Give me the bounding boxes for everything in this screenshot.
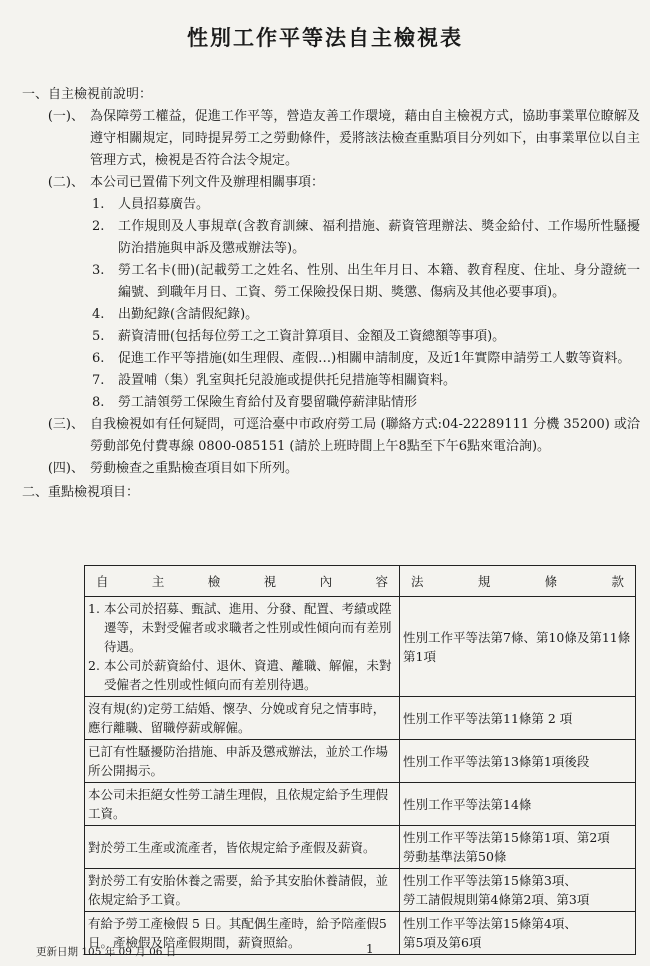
document-item-2 — [22, 216, 640, 260]
item-text: 工作規則及人事規章(含教育訓練、福利措施、薪資管理辦法、獎金給付、工作場所性騷擾防治措施與申訴及懲戒辦法等)。 — [118, 219, 640, 256]
item-text: 出勤紀錄(含請假紀錄)。 — [118, 307, 259, 322]
row-law: 性別工作平等法第13條第1項後段 — [400, 740, 636, 783]
table-row — [85, 869, 636, 912]
table-header-row — [85, 566, 636, 597]
row-content: 對於勞工生產或流產者，皆依規定給予產假及薪資。 — [85, 826, 400, 869]
row-law: 性別工作平等法第15條第3項、 勞工請假規則第4條第2項、第3項 — [400, 869, 636, 912]
instructions-section — [22, 84, 640, 504]
table-row — [85, 740, 636, 783]
document-item-4 — [22, 304, 640, 326]
header-content: 自 主 檢 視 內 容 — [85, 566, 400, 597]
sub-item-number: (一)、 — [47, 109, 84, 124]
item-number: 2. — [92, 219, 105, 234]
item-number: 4. — [92, 307, 105, 322]
update-date: 更新日期 105 年 09 月 06 日 — [36, 946, 177, 958]
item-text: 薪資清冊(包括每位勞工之工資計算項目、金額及工資總額等事項)。 — [118, 329, 506, 344]
table-row — [85, 697, 636, 740]
sub-item-4 — [22, 458, 640, 480]
row-content: 已訂有性騷擾防治措施、申訴及懲戒辦法，並於工作場所公開揭示。 — [85, 740, 400, 783]
row-content: 1. 本公司於招募、甄試、進用、分發、配置、考績或陞遷等，未對受僱者或求職者之性別或性傾向而有差別待遇。 2. 本公司於薪資給付、退休、資遣、離職、解僱，未對受僱者之性別或性傾向而有差別待遇。 — [85, 597, 400, 697]
item-number: 1. — [92, 197, 105, 212]
item-number: 5. — [92, 329, 105, 344]
document-item-8 — [22, 392, 640, 414]
sub-item-number: (四)、 — [47, 461, 84, 476]
sub-item-text: 本公司已置備下列文件及辦理相關事項： — [90, 175, 325, 190]
page-number: 1 — [366, 942, 374, 956]
sub-item-1 — [22, 106, 640, 172]
sub-item-text: 為保障勞工權益，促進工作平等，營造友善工作環境，藉由自主檢視方式，協助事業單位瞭解及遵守相關規定，同時提昇勞工之勞動條件，爰將該法檢查重點項目分列如下，由事業單位以自主管理方式，檢視是否符合法令規定。 — [90, 109, 640, 168]
item-text: 促進工作平等措施(如生理假、產假…)相關申請制度，及近1年實際申請勞工人數等資料。 — [118, 351, 631, 366]
section1-heading: 一、自主檢視前說明： — [22, 87, 153, 102]
item-text: 設置哺（集）乳室與托兒設施或提供托兒措施等相關資料。 — [118, 373, 457, 388]
header-law: 法 規 條 款 — [400, 566, 636, 597]
table-row — [85, 826, 636, 869]
sub-item-number: (二)、 — [47, 175, 84, 190]
document-item-1 — [22, 194, 640, 216]
document-item-7 — [22, 370, 640, 392]
sub-item-number: (三)、 — [47, 417, 84, 432]
checklist-table — [84, 565, 636, 955]
row-content: 本公司未拒絕女性勞工請生理假，且依規定給予生理假工資。 — [85, 783, 400, 826]
row-content: 沒有規(約)定勞工結婚、懷孕、分娩或育兒之情事時，應行離職、留職停薪或解僱。 — [85, 697, 400, 740]
table-row — [85, 783, 636, 826]
document-item-5 — [22, 326, 640, 348]
item-text: 勞工名卡(冊)(記載勞工之姓名、性別、出生年月日、本籍、教育程度、住址、身分證統一編號、到職年月日、工資、勞工保險投保日期、獎懲、傷病及其他必要事項)。 — [118, 263, 640, 300]
row-law: 性別工作平等法第15條第1項、第2項 勞動基準法第50條 — [400, 826, 636, 869]
item-number: 8. — [92, 395, 105, 410]
row-content: 有給予勞工產檢假 5 日。其配偶生產時，給予陪產假5 日。產檢假及陪產假期間，薪資照給。 — [85, 912, 400, 955]
document-item-6 — [22, 348, 640, 370]
row-law: 性別工作平等法第7條、第10條及第11條第1項 — [400, 597, 636, 697]
sub-item-3 — [22, 414, 640, 458]
row-law: 性別工作平等法第14條 — [400, 783, 636, 826]
item-number: 7. — [92, 373, 105, 388]
document-item-3 — [22, 260, 640, 304]
item-number: 3. — [92, 263, 105, 278]
sub-item-text: 自我檢視如有任何疑問，可逕洽臺中市政府勞工局 (聯絡方式:04-22289111 分機 35200) 或洽勞動部免付費專線 0800-085151 (請於上班時間上午8點至下午6點來電洽詢)。 — [90, 417, 640, 454]
table-row — [85, 597, 636, 697]
item-text: 勞工請領勞工保險生育給付及育嬰留職停薪津貼情形 — [118, 395, 418, 410]
sub-item-2 — [22, 172, 640, 194]
document-title: 性別工作平等法自主檢視表 — [187, 25, 463, 50]
item-number: 6. — [92, 351, 105, 366]
item-text: 人員招募廣告。 — [118, 197, 210, 212]
row-law: 性別工作平等法第15條第4項、 第5項及第6項 — [400, 912, 636, 955]
sub-item-text: 勞動檢查之重點檢查項目如下所列。 — [90, 461, 299, 476]
row-law: 性別工作平等法第11條第 2 項 — [400, 697, 636, 740]
section2-heading: 二、重點檢視項目： — [22, 485, 140, 500]
row-content: 對於勞工有安胎休養之需要，給予其安胎休養請假，並依規定給予工資。 — [85, 869, 400, 912]
